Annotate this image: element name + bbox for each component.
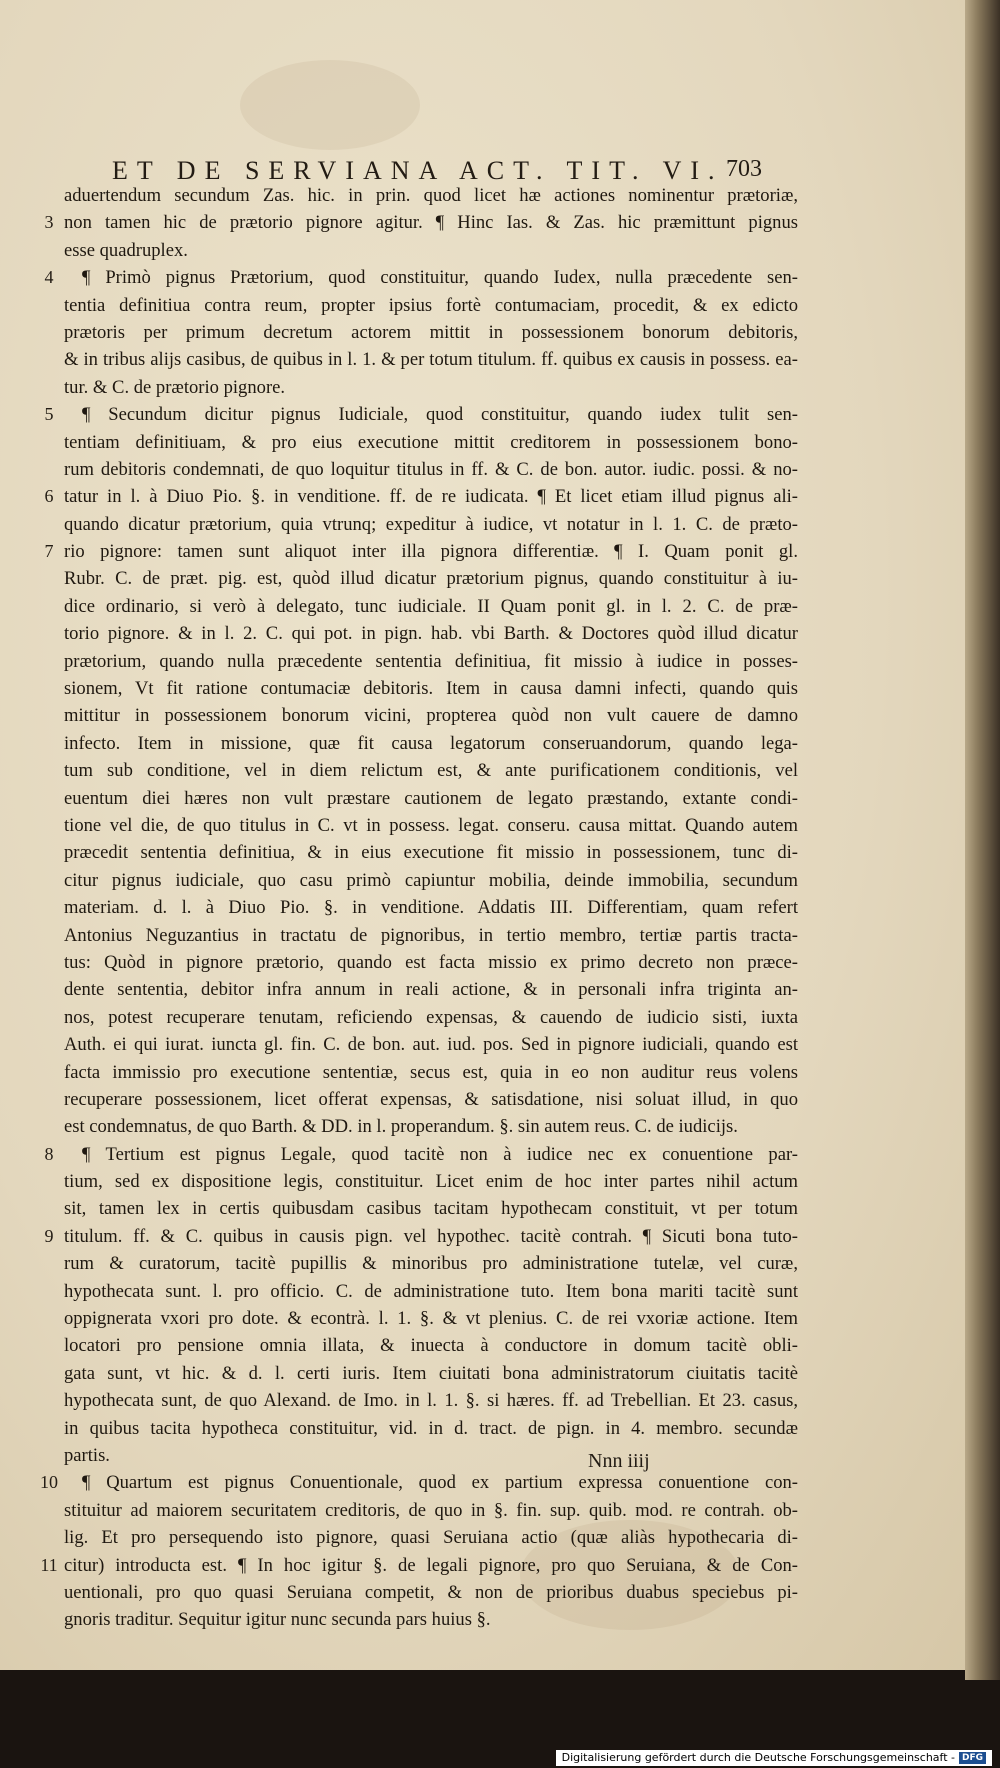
text-line [36,1195,956,1222]
text-line [36,785,956,812]
line-text: stituitur ad maiorem securitatem creditoris, de quo in §. fin. sup. quib. mod. re contrah. ob- [64,1499,798,1521]
line-text: prætorium, quando nulla præcedente sententia definitiua, fit missio à iudice in posses- [64,650,798,672]
text-line [36,511,956,538]
text-line [36,1579,956,1606]
marginal-number: 5 [44,404,54,425]
line-text: Rubr. C. de præt. pig. est, quòd illud dicatur prætorium pignus, quando constituitur à iu- [64,568,798,590]
text-line [36,292,956,319]
text-block [36,182,956,1634]
text-line [36,346,956,373]
text-line [36,1524,956,1551]
text-line [36,1004,956,1031]
text-line [36,867,956,894]
line-text: rio pignore: tamen sunt aliquot inter illa pignora differentiæ. ¶ I. Quam ponit gl. [64,541,798,563]
line-text: præcedit sententia definitiua, & in eius executione fit missio in possessionem, tunc di- [64,842,798,864]
line-text: hypothecata sunt. l. pro officio. C. de administratione tuto. Item bona mariti tacitè sunt [64,1280,798,1302]
dfg-logo-icon: DFG [959,1752,986,1764]
line-text: mittitur in possessionem bonorum vicini, propterea quòd non vult cauere de damno [64,705,798,727]
line-text: uentionali, pro quo quasi Seruiana competit, & non de prioribus duabus speciebus pi- [64,1581,798,1603]
marginal-number: 11 [40,1554,58,1575]
line-text: rum & curatorum, tacitè pupillis & minoribus pro administratione tutelæ, vel curæ, [64,1253,798,1275]
text-line [36,1469,956,1496]
line-text: lig. Et pro persequendo isto pignore, quasi Seruiana actio (quæ aliàs hypothecaria di- [64,1527,798,1549]
text-line [36,237,956,264]
line-text: euentum diei hæres non vult præstare cautionem de legato præstando, extante condi- [64,787,798,809]
line-text: ¶ Tertium est pignus Legale, quod tacitè non à iudice nec ex conuentione par- [82,1143,798,1165]
text-line [36,1086,956,1113]
text-line [36,1113,956,1140]
line-text: est condemnatus, de quo Barth. & DD. in l. properandum. §. sin autem reus. C. de iudicijs. [64,1116,738,1138]
text-line [36,1442,956,1469]
text-line [36,1168,956,1195]
text-line [36,730,956,757]
credit-text: Digitalisierung gefördert durch die Deutsche Forschungsgemeinschaft - [561,1751,955,1764]
text-line [36,1332,956,1359]
line-text: dente sententia, debitor infra annum in reali actione, & in personali infra triginta an- [64,979,798,1001]
text-line [36,593,956,620]
line-text: tium, sed ex dispositione legis, constituitur. Licet enim de hoc inter partes nihil actum [64,1171,798,1193]
text-line [36,1387,956,1414]
line-text: partis. [64,1444,110,1466]
line-text: tum sub conditione, vel in diem relictum est, & ante purificationem conditionis, vel [64,760,798,782]
text-line [36,1497,956,1524]
text-line [36,1031,956,1058]
line-text: tentiam definitiuam, & pro eius executione mittit creditorem in possessionem bono- [64,431,798,453]
text-line [36,1250,956,1277]
line-text: ¶ Quartum est pignus Conuentionale, quod ex partium expressa conuentione con- [82,1472,798,1494]
line-text: hypothecata sunt, de quo Alexand. de Imo. in l. 1. §. si hæres. ff. ad Trebellian. Et 23. casus, [64,1390,798,1412]
line-text: locatori pro pensione omnia illata, & inuecta à conductore in domum tacitè obli- [64,1335,798,1357]
line-text: Antonius Neguzantius in tractatu de pignoribus, in tertio membro, tertiæ partis tracta- [64,924,798,946]
text-line [36,1606,956,1633]
text-line [36,319,956,346]
line-text: infecto. Item in missione, quæ fit causa legatorum conseruandorum, quando lega- [64,732,798,754]
line-text: tus: Quòd in pignore prætorio, quando est facta missio ex primo decreto non præce- [64,951,798,973]
folio-number: 703 [726,156,762,182]
line-text: nos, potest recuperare tenutam, reficiendo expensas, & cauendo de iudicio sisti, iuxta [64,1006,798,1028]
line-text: gnoris traditur. Sequitur igitur nunc secunda pars huius §. [64,1609,491,1631]
text-line [36,812,956,839]
text-line [36,209,956,236]
text-line [36,976,956,1003]
text-line [36,1278,956,1305]
line-text: non tamen hic de prætorio pignore agitur. ¶ Hinc Ias. & Zas. hic præmittunt pignus [64,212,798,234]
text-line [36,1141,956,1168]
text-line [36,620,956,647]
line-text: prætoris per primum decretum actorem mittit in possessionem bonorum debitoris, [64,321,798,343]
text-line [36,538,956,565]
text-line [36,182,956,209]
text-line [36,483,956,510]
line-text: oppignerata vxori pro dote. & econtrà. l. 1. §. & vt plenius. C. de rei vxoriæ actione. Item [64,1308,798,1330]
text-line [36,648,956,675]
line-text: ¶ Primò pignus Prætorium, quod constituitur, quando Iudex, nulla præcedente sen- [82,267,798,289]
marginal-number: 3 [44,212,54,233]
line-text: tur. & C. de prætorio pignore. [64,376,286,398]
line-text: torio pignore. & in l. 2. C. qui pot. in pign. hab. vbi Barth. & Doctores quòd illud dicatur [64,623,798,645]
line-text: dice ordinario, si verò à delegato, tunc iudiciale. II Quam ponit gl. in l. 2. C. de præ- [64,595,798,617]
line-text: aduertendum secundum Zas. hic. in prin. quod licet hæ actiones nominentur prætoriæ, [64,185,798,206]
line-text: facta immissio pro executione sententiæ, secus est, quia in eo non auditur reus volens [64,1061,798,1083]
text-line [36,565,956,592]
marginal-number: 8 [44,1143,54,1164]
catchword: Nnn iiij [588,1450,650,1472]
line-text: citur) introducta est. ¶ In hoc igitur §. de legali pignore, pro quo Seruiana, & de Con- [64,1554,798,1576]
text-line [36,839,956,866]
line-text: sionem, Vt fit ratione contumaciæ debitoris. Item in causa damni infecti, quando quis [64,678,798,700]
line-text: tentia definitiua contra reum, propter ipsius fortè contumaciam, procedit, & ex edicto [64,294,798,316]
marginal-number: 6 [44,486,54,507]
line-text: recuperare possessionem, licet offerat expensas, & satisdatione, nisi soluat illud, in quo [64,1088,798,1110]
text-line [36,1360,956,1387]
line-text: & in tribus alijs casibus, de quibus in l. 1. & per totum titulum. ff. quibus ex causis in possess. ea- [64,349,798,371]
text-line [36,922,956,949]
line-text: Auth. ei qui iurat. iuncta gl. fin. C. de bon. aut. iud. pos. Sed in pignore iudiciali, quando est [64,1034,798,1056]
marginal-number: 9 [44,1225,54,1246]
marginal-number: 4 [44,267,54,288]
marginal-number: 7 [44,541,54,562]
text-line [36,757,956,784]
text-line [36,429,956,456]
line-text: tione vel die, de quo titulus in C. vt in possess. legat. conseru. causa mittat. Quando autem [64,814,798,836]
text-line [36,1223,956,1250]
line-text: materiam. d. l. à Diuo Pio. §. in venditione. Addatis III. Differentiam, quam refert [64,897,798,919]
line-text: rum debitoris condemnati, de quo loquitur titulus in ff. & C. de bon. autor. iudic. possi. & no- [64,458,798,480]
page-edge [965,0,1000,1680]
digitization-credit [556,1750,992,1766]
text-line [36,264,956,291]
line-text: esse quadruplex. [64,239,188,261]
text-line [36,1059,956,1086]
line-text: citur pignus iudiciale, quo casu primò capiuntur mobilia, deinde immobilia, secundum [64,869,798,891]
line-text: tatur in l. à Diuo Pio. §. in venditione. ff. de re iudicata. ¶ Et licet etiam illud pignus ali- [64,486,798,508]
text-line [36,1552,956,1579]
line-text: ¶ Secundum dicitur pignus Iudiciale, quod constituitur, quando iudex tulit sen- [82,404,798,426]
text-line [36,401,956,428]
text-line [36,1415,956,1442]
line-text: sit, tamen lex in certis quibusdam casibus tacitam hypothecam constituit, vt per totum [64,1198,798,1220]
text-line [36,949,956,976]
line-text: in quibus tacita hypotheca constituitur, vid. in d. tract. de pign. in 4. membro. secundæ [64,1417,798,1439]
text-line [36,702,956,729]
text-line [36,675,956,702]
marginal-number: 10 [40,1472,58,1493]
text-line [36,374,956,401]
stain [240,60,420,150]
line-text: quando dicatur prætorium, quia vtrunq; expeditur à iudice, vt notatur in l. 1. C. de præto- [64,513,798,535]
text-line [36,456,956,483]
line-text: gata sunt, vt hic. & d. l. certi iuris. Item ciuitati bona administratorum ciuitatis tacitè [64,1362,798,1384]
text-line [36,894,956,921]
text-line [36,1305,956,1332]
line-text: titulum. ff. & C. quibus in causis pign. vel hypothec. tacitè contrah. ¶ Sicuti bona tuto- [64,1225,798,1247]
running-head: ET DE SERVIANA ACT. TIT. VI. [112,156,724,185]
